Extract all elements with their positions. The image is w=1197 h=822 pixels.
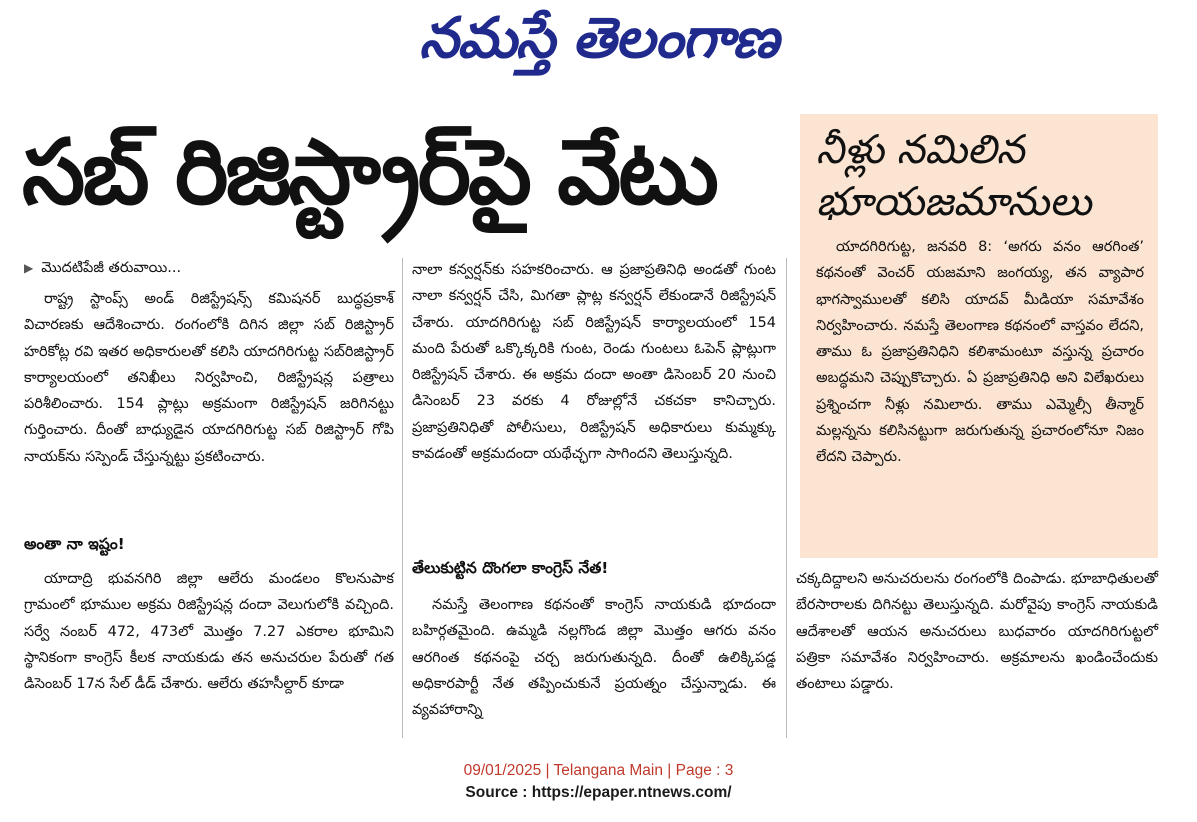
column-divider <box>786 258 787 738</box>
paragraph: యాదాద్రి భువనగిరి జిల్లా ఆలేరు మండలం కొలనుపాక గ్రామంలో భూముల అక్రమ రిజిస్ట్రేషన్ల దందా వెలుగులోకి వచ్చింది. సర్వే నంబర్ 472, 473లో మొత్తం 7.27 ఎకరాల భూమిని స్థానికంగా కాంగ్రెస్ కీలక నాయకుడు తన అనుచరుల పేరుతో గత డిసెంబర్ 17న సేల్ డీడ్ చేశారు. ఆలేరు తహసీల్దార్ కూడా <box>24 571 394 693</box>
newspaper-masthead: నమస్తే తెలంగాణ <box>419 6 778 71</box>
column-1-para-2 <box>24 566 394 697</box>
paragraph: చక్కదిద్దాలని అనుచరులను రంగంలోకి దింపాడు. భూబాధితులతో బేరసారాలకు దిగినట్టు తెలుస్తున్నది. మరోవైపు కాంగ్రెస్ నాయకుడి ఆదేశాలతో ఆయన అనుచరులు బుధవారం యాదగిరిగుట్టలో పత్రికా సమావేశం నిర్వహించారు. అక్రమాలను ఖండించేందుకు తంటాలు పడ్డారు. <box>796 571 1158 693</box>
column-3-para-1 <box>796 566 1158 697</box>
footer-date-page: 09/01/2025 | Telangana Main | Page : 3 <box>463 762 734 779</box>
column-2-para-1 <box>412 257 776 467</box>
article-headline: సబ్ రిజిస్ట్రార్‌పై వేటు <box>22 120 716 225</box>
paragraph: నాలా కన్వర్షన్‌కు సహకరించారు. ఆ ప్రజాప్రతినిధి అండతో గుంట నాలా కన్వర్షన్ చేసి, మిగతా ప్లాట్ల కన్వర్షన్ లేకుండానే రిజిస్ట్రేషన్ చేశారు. యాదగిరిగుట్ట సబ్ రిజిస్ట్రేషన్ కార్యాలయంలో 154 మంది పేరుతో ఒక్కొక్కరికి గుంట, రెండు గుంటలు ఓపెన్ ప్లాట్లుగా రిజిస్ట్రేషన్ చేశారు. ఈ అక్రమ దందా అంతా డిసెంబర్ 20 నుంచి డిసెంబర్ 23 వరకు 4 రోజుల్లోనే చకచకా కానిచ్చారు. ప్రజాప్రతినిధితో పోలీసులు, రిజిస్ట్రేషన్ అధికారులు కుమ్మక్కు కావడంతో అక్రమదందా యథేచ్ఛగా సాగిందని తెలుస్తున్నది. <box>412 262 776 463</box>
paragraph: నమస్తే తెలంగాణ కథనంతో కాంగ్రెస్ నాయకుడి భూదందా బహిర్గతమైంది. ఉమ్మడి నల్లగొండ జిల్లా మొత్తం ఆగరు వనం ఆరగింత కథనంపై చర్చ జరుగుతున్నది. దీంతో ఉలిక్కిపడ్డ అధికారపార్టీ నేత తప్పించుకునే ప్రయత్నం చేస్తున్నాడు. ఈ వ్యవహారాన్ని <box>412 597 776 719</box>
paragraph: రాష్ట్ర స్టాంప్స్ అండ్ రిజిస్ట్రేషన్స్ కమిషనర్ బుద్ధప్రకాశ్ విచారణకు ఆదేశించారు. రంగంలోకి దిగిన జిల్లా సబ్ రిజిస్ట్రార్ హరికోట్ల రవి ఇతర అధికారులతో కలిసి యాదగిరిగుట్ట సబ్‌రిజిస్ట్రార్ కార్యాలయంలో తనిఖీలు నిర్వహించి, రిజిస్ట్రేషన్ల పత్రాలు పరిశీలించారు. 154 ప్లాట్లు అక్రమంగా రిజిస్ట్రేషన్ జరిగినట్టు గుర్తించారు. దీంతో బాధ్యుడైన యాదగిరిగుట్ట సబ్ రిజిస్ట్రార్ గోపి నాయక్‌ను సస్పెండ్ చేస్తున్నట్టు ప్రకటించారు. <box>24 291 394 465</box>
subhead-congress-leader: తేలుకుట్టిన దొంగలా కాంగ్రెస్ నేత! <box>412 559 609 577</box>
column-2-para-2 <box>412 592 776 723</box>
chevron-right-icon: ▶ <box>24 261 34 275</box>
continued-from-front-page <box>24 257 394 279</box>
sidebar-title: నీళ్లు నమిలిన భూయజమానులు <box>816 127 1092 225</box>
column-divider <box>402 258 403 738</box>
sidebar-body <box>816 234 1144 471</box>
subhead-anta-naa-ishtam: అంతా నా ఇష్టం! <box>24 535 125 553</box>
footer-source-link[interactable]: Source : https://epaper.ntnews.com/ <box>465 784 732 801</box>
paragraph: యాదగిరిగుట్ట, జనవరి 8: ‘అగరు వనం ఆరగింత’ కథనంతో వెంచర్ యజమాని జంగయ్య, తన వ్యాపార భాగస్వాములతో కలిసి యాదవ్ మీడియా సమావేశం నిర్వహించారు. నమస్తే తెలంగాణ కథనంలో వాస్తవం లేదని, తాము ఓ ప్రజాప్రతినిధిని కలిశామంటూ వస్తున్న ప్రచారం అబద్ధమని చెప్పుకొచ్చారు. ఏ ప్రజాప్రతినిధి అని విలేఖరులు ప్రశ్నించగా నీళ్లు నమిలారు. తాము ఎమ్మెల్సీ తీన్మార్ మల్లన్నను కలిసినట్టుగా జరుగుతున్న ప్రచారంలోనూ నిజం లేదని చెప్పారు. <box>816 239 1144 466</box>
kicker-text: మొదటిపేజీ తరువాయి... <box>41 260 182 276</box>
column-1-para-1 <box>24 286 394 470</box>
